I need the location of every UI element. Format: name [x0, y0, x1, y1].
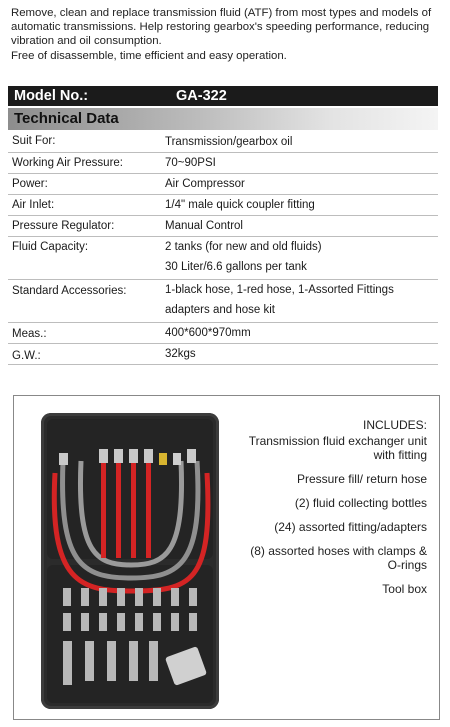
spec-value: Transmission/gearbox oil	[165, 136, 293, 148]
spec-key: Working Air Pressure:	[12, 157, 123, 169]
spec-key: Air Inlet:	[12, 199, 55, 211]
spec-value: 1/4" male quick coupler fitting	[165, 199, 315, 211]
spec-key: Power:	[12, 178, 48, 190]
spec-row-air-pressure	[8, 153, 438, 174]
spec-value: 400*600*970mm	[165, 327, 251, 339]
intro-features: Free of disassemble, time efficient and easy operation.	[11, 49, 287, 62]
spec-value: 32kgs	[165, 348, 196, 360]
spec-row-pressure-regulator	[8, 216, 438, 237]
spec-row-suit-for	[8, 132, 438, 153]
spec-key: Suit For:	[12, 135, 56, 147]
includes-list	[242, 418, 427, 606]
spec-key: Pressure Regulator:	[12, 220, 115, 232]
intro-description: Remove, clean and replace transmission fluid (ATF) from most types and models of automatic transmissions. Help restoring gearbox's speeding performance, reducing vibration and oil consumption.	[11, 7, 432, 48]
spec-key: Meas.:	[12, 328, 47, 340]
spec-row-meas	[8, 323, 438, 344]
spec-table	[8, 132, 438, 365]
spec-value: Manual Control	[165, 220, 243, 232]
spec-key: Standard Accessories:	[12, 285, 127, 297]
spec-value: Air Compressor	[165, 178, 245, 190]
tool-case-image	[41, 413, 219, 709]
tool-case-illustration	[41, 413, 219, 709]
model-label: Model No.:	[14, 88, 89, 104]
intro-text	[11, 6, 443, 63]
spec-row-standard-accessories	[8, 280, 438, 323]
model-value: GA-322	[176, 88, 227, 104]
spec-value: 30 Liter/6.6 gallons per tank	[165, 261, 307, 273]
spec-row-fluid-capacity	[8, 237, 438, 280]
technical-data-header	[8, 108, 438, 130]
spec-row-gross-weight	[8, 344, 438, 365]
spec-key: Fluid Capacity:	[12, 241, 89, 253]
spec-value: 2 tanks (for new and old fluids)	[165, 241, 322, 253]
includes-heading: INCLUDES:	[362, 418, 427, 432]
includes-item: Transmission fluid exchanger unit with fitting	[248, 434, 427, 462]
spec-row-air-inlet	[8, 195, 438, 216]
product-photo-panel	[13, 395, 440, 720]
includes-item: (24) assorted fitting/adapters	[274, 520, 427, 534]
spec-value: 70~90PSI	[165, 157, 216, 169]
spec-key: G.W.:	[12, 350, 41, 362]
technical-data-title: Technical Data	[14, 110, 119, 127]
includes-item: (8) assorted hoses with clamps & O-rings	[250, 544, 427, 572]
spec-value: 1-black hose, 1-red hose, 1-Assorted Fittings adapters and hose kit	[165, 284, 394, 316]
spec-row-power	[8, 174, 438, 195]
includes-item: Tool box	[382, 582, 427, 596]
includes-item: Pressure fill/ return hose	[296, 472, 427, 486]
model-number-bar	[8, 86, 438, 106]
includes-item: (2) fluid collecting bottles	[294, 496, 427, 510]
